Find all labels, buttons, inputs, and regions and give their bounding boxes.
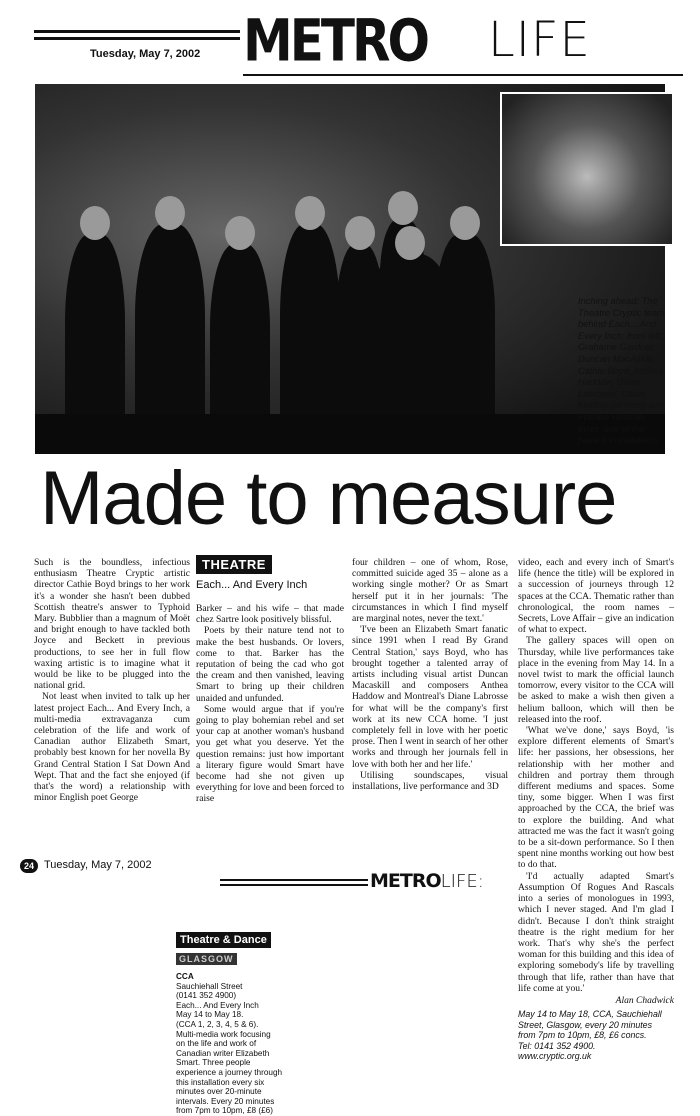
inset-photo [500, 92, 674, 246]
footer-brand [370, 870, 484, 892]
paragraph: Not least when invited to talk up her latest project Each... And Every Inch, a multi-media extravaganza cum celebration of the life and work of Canadian author Elizabeth Smart, probably best known for her novella By Grand Central Station I Sat Down And Wept. That and the fact she enjoyed (if that's the word) a relationship with minor English poet George [34, 691, 190, 804]
listing-text [176, 982, 316, 1116]
caption-line: piece's installations [578, 435, 658, 446]
section-tag-theatre: THEATRE [196, 555, 272, 574]
listing-line: intervals. Every 20 minutes [176, 1096, 275, 1106]
caption-line: Haddow, Diane [578, 377, 642, 388]
footer-rule-top [220, 879, 368, 881]
article-column-4 [518, 557, 674, 1062]
paragraph: 'I've been an Elizabeth Smart fanatic since 1991 when I read By Grand Central Station,' says Boyd, who has brought together a talented array of artists including visual artist Duncan Macaskill and composers Anthea Haddow and Montreal's Diane Labrosse for what will be the company's first work at its new CCA home. 'I just completely fell in love with her poetic prose. Then I went in search of her other works and through her journals fell in love with both her and her life.' [352, 624, 508, 770]
footer-date: Tuesday, May 7, 2002 [44, 859, 152, 871]
person-silhouette [435, 234, 495, 434]
info-line: Tel: 0141 352 4900. [518, 1040, 596, 1051]
show-title: Each... And Every Inch [196, 579, 308, 591]
header-date: Tuesday, May 7, 2002 [90, 48, 201, 60]
caption-line: Findlay (at front) and [578, 400, 664, 411]
footer-brand-life: LIFE [440, 871, 478, 892]
caption-line: Frankie Hodson. [578, 411, 647, 422]
footer-bar [20, 858, 500, 898]
photo-floor [35, 414, 665, 454]
info-line: www.cryptic.org.uk [518, 1051, 592, 1062]
brand-metro: METRO [243, 7, 428, 75]
listing-line: Multi-media work focusing [176, 1029, 271, 1039]
listing-city: GLASGOW [176, 953, 237, 965]
caption-line: Duncan MacAskill, [578, 353, 655, 364]
article-column-3 [352, 557, 508, 792]
author-credit: Alan Chadwick [615, 995, 674, 1006]
listing-line: experience a journey through [176, 1067, 283, 1077]
listing-line: May 14 to May 18. [176, 1010, 244, 1020]
listing-line: (0141 352 4900) [176, 991, 237, 1001]
headline: Made to measure [40, 456, 617, 541]
caption-line: Cathie Boyd, Anthea [578, 365, 663, 376]
brand-life: LIFE [488, 12, 591, 68]
listing-line: this installation every six [176, 1077, 265, 1087]
listings-box [176, 930, 316, 1116]
footer-brand-metro: METRO [370, 870, 441, 892]
paragraph: Such is the boundless, infectious enthusiasm Theatre Cryptic artistic director Cathie Boyd brings to her work it's a wonder she hasn't been dubbed Scottish theatre's answer to Typhoid Mary. Bubblier than a magnum of Moët and bright enough to have tackled both Joyce and Beckett in previous productions, to see her in full flow waxing artistic is to imagine what it would be like to be plugged into the national grid. [34, 557, 190, 692]
masthead-rule-bottom [34, 37, 240, 40]
section-header [196, 555, 344, 591]
article-column-1 [34, 557, 190, 803]
article-column-2 [196, 603, 344, 805]
paragraph: Poets by their nature tend not to make the best husbands. Or lovers, come to that. Barker has the reputation of being the cad who got the cream and then vanished, leaving Smart to bring up their children unaided and unfunded. [196, 625, 344, 704]
info-line: Street, Glasgow, every 20 minutes [518, 1019, 652, 1030]
listing-line: Each... And Every Inch [176, 1000, 259, 1010]
photo-caption [578, 296, 673, 447]
page-number-badge [20, 859, 38, 873]
paragraph: 'I'd actually adapted Smart's Assumption Of Rogues And Rascals into a series of monologues in 1993, which I never staged. And I'm glad I didn't. Because I don't think straight theatre is the right medium for her work. That's why she's the perfect woman for this building and this idea of exploring somebody's life by travelling through that life, rather than have that life come at you.' [518, 870, 674, 994]
paragraph: Utilising soundscapes, visual installations, live performance and 3D [352, 769, 508, 793]
info-line: from 7pm to 10pm, £8, £6 concs. [518, 1030, 647, 1041]
paragraph: The gallery spaces will open on Thursday, while live performances take place in the evening from May 14. In a novel twist to mark the official launch tomorrow, every visitor to the CCA will be asked to make a wish then given a helium balloon, which will then be released into the roof. [518, 635, 674, 725]
listing-line: minutes over 20-minute [176, 1087, 262, 1097]
caption-line: Inching ahead: The [578, 296, 658, 306]
caption-line: Labrosse, Claire [578, 388, 646, 399]
paragraph: four children – one of whom, Rose, committed suicide aged 35 – alone as a working single mother? Or as Smart herself put it in her journals: 'The circumstances in which I find myself are marginal notes, never the text.' [352, 557, 508, 625]
page-number: 24 [23, 861, 34, 871]
masthead-underline [243, 74, 683, 76]
masthead-rule-top [34, 30, 240, 33]
masthead [0, 0, 700, 80]
caption-line: Inset, one of the [578, 423, 645, 434]
listing-line: from 7pm to 10pm, £8 (£6) [176, 1106, 273, 1116]
listing-line: Smart. Three people [176, 1058, 251, 1068]
footer-colon: : [477, 871, 484, 892]
listing-venue: CCA [176, 972, 194, 981]
paragraph: Barker – and his wife – that made chez Sartre look positively blissful. [196, 603, 344, 626]
listing-line: Canadian writer Elizabeth [176, 1048, 270, 1058]
paragraph: 'What we've done,' says Boyd, 'is explore different elements of Smart's life: her passions, her obsessions, her relationship with her mother and children and portray them through different mediums and spaces. Some tiny, some bigger. When I was first approached by the CCA, the brief was to explore the building. And what attracted me was the fact it wasn't going to be a sit-down performance. So I then spent nine months working out how best to do that. [518, 725, 674, 871]
listing-line: on the life and work of [176, 1039, 257, 1049]
event-info [518, 1009, 674, 1062]
listing-section-header: Theatre & Dance [176, 932, 271, 948]
caption-line: Every Inch; from left, [578, 330, 664, 341]
listing-line: (CCA 1, 2, 3, 4, 5 & 6). [176, 1019, 259, 1029]
paragraph: Some would argue that if you're going to play bohemian rebel and set your cap at another woman's husband you get what you deserve. Yet the question remains: just how important a literary figure would Smart have become had she not given up everything for love and been forced to raise [196, 703, 344, 805]
footer-rule-bottom [220, 884, 368, 886]
caption-line: behind Each... And [578, 319, 657, 330]
info-line: May 14 to May 18, CCA, Sauchiehall [518, 1009, 662, 1020]
caption-line: Theatre Cryptic team [578, 307, 665, 318]
listing-line: Sauchiehall Street [176, 981, 243, 991]
paragraph: video, each and every inch of Smart's life (hence the title) will be explored in a succession of journeys through 12 spaces at the CCA. Thematic rather than chronological, the room names – Secrets, Love Affair – give an indication of what to expect. [518, 557, 674, 636]
caption-line: Grahame Gardner, [578, 342, 656, 353]
